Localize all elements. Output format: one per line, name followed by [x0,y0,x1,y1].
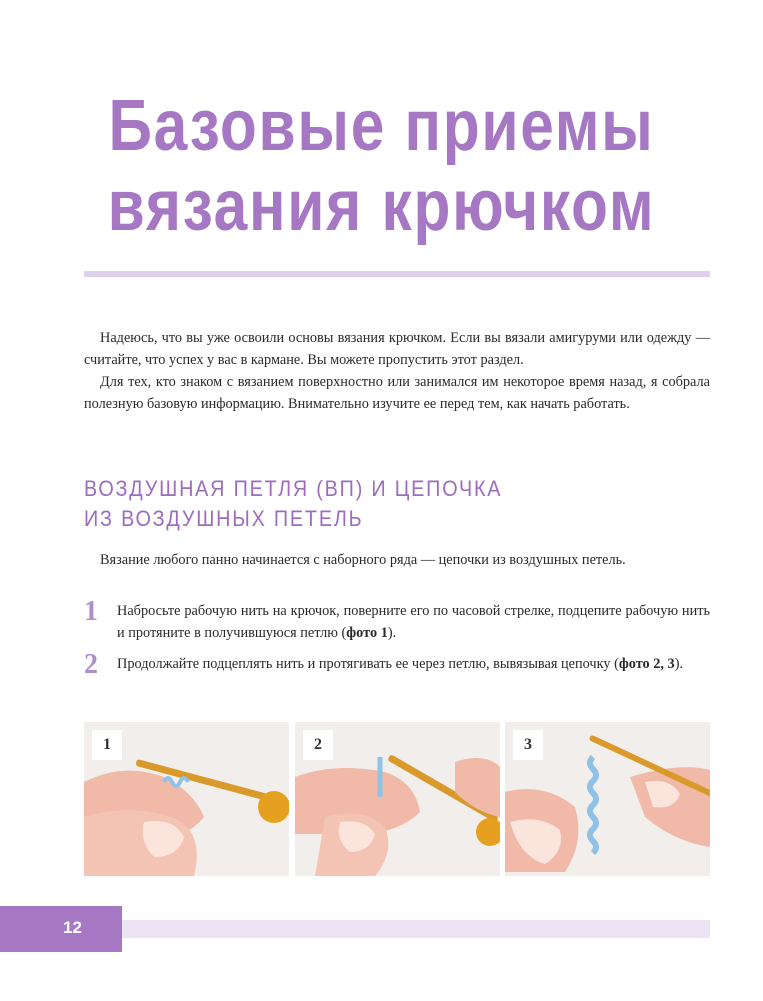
photo-strip [84,722,710,876]
photo-reference: фото 2, 3 [618,656,675,672]
page-title-line-1: Базовые приемы [108,86,655,166]
step-number: 2 [84,649,98,680]
step-text-end: ). [387,625,397,641]
section-lead: Вязание любого панно начинается с наборного ряда — цепочки из воздушных петель. [100,552,626,568]
section-heading-line-1: ВОЗДУШНАЯ ПЕТЛЯ (ВП) И ЦЕПОЧКА [84,476,503,501]
page-title-line-2: вязания крючком [107,166,656,246]
section-heading [84,474,502,534]
photo-1 [84,722,289,876]
step-text [117,653,710,675]
photo-label: 2 [303,730,333,760]
step-text-body: Продолжайте подцеплять нить и протягивать ее через петлю, вывязывая цепочку ( [117,656,619,672]
title-underline [84,271,710,277]
footer-rule [122,920,710,938]
step-2 [84,649,710,680]
footer-tab [0,906,122,952]
step-text [117,600,710,644]
step-number: 1 [84,596,98,627]
intro-paragraph-1: Надеюсь, что вы уже освоили основы вязания крючком. Если вы вязали амигуруми или одежду — считайте, что успех у вас в кармане. Вы можете пропустить этот раздел. [84,330,710,368]
page-title [61,86,702,246]
step-text-end: ). [674,656,684,672]
step-text-body: Набросьте рабочую нить на крючок, поверните его по часовой стрелке, подцепите рабочую нить и протяните в получившуюся петлю ( [117,603,710,641]
intro-paragraph-2: Для тех, кто знаком с вязанием поверхностно или занимался им некоторое время назад, я собрала полезную базовую информацию. Внимательно изучите ее перед тем, как начать работать. [84,374,710,412]
intro-text [84,327,710,415]
photo-reference: фото 1 [346,625,388,641]
photo-3 [505,722,710,876]
photo-label: 3 [513,730,543,760]
photo-2 [295,722,500,876]
photo-label: 1 [92,730,122,760]
section-heading-line-2: ИЗ ВОЗДУШНЫХ ПЕТЕЛЬ [84,506,364,531]
step-1 [84,596,710,644]
page-number: 12 [63,918,82,937]
